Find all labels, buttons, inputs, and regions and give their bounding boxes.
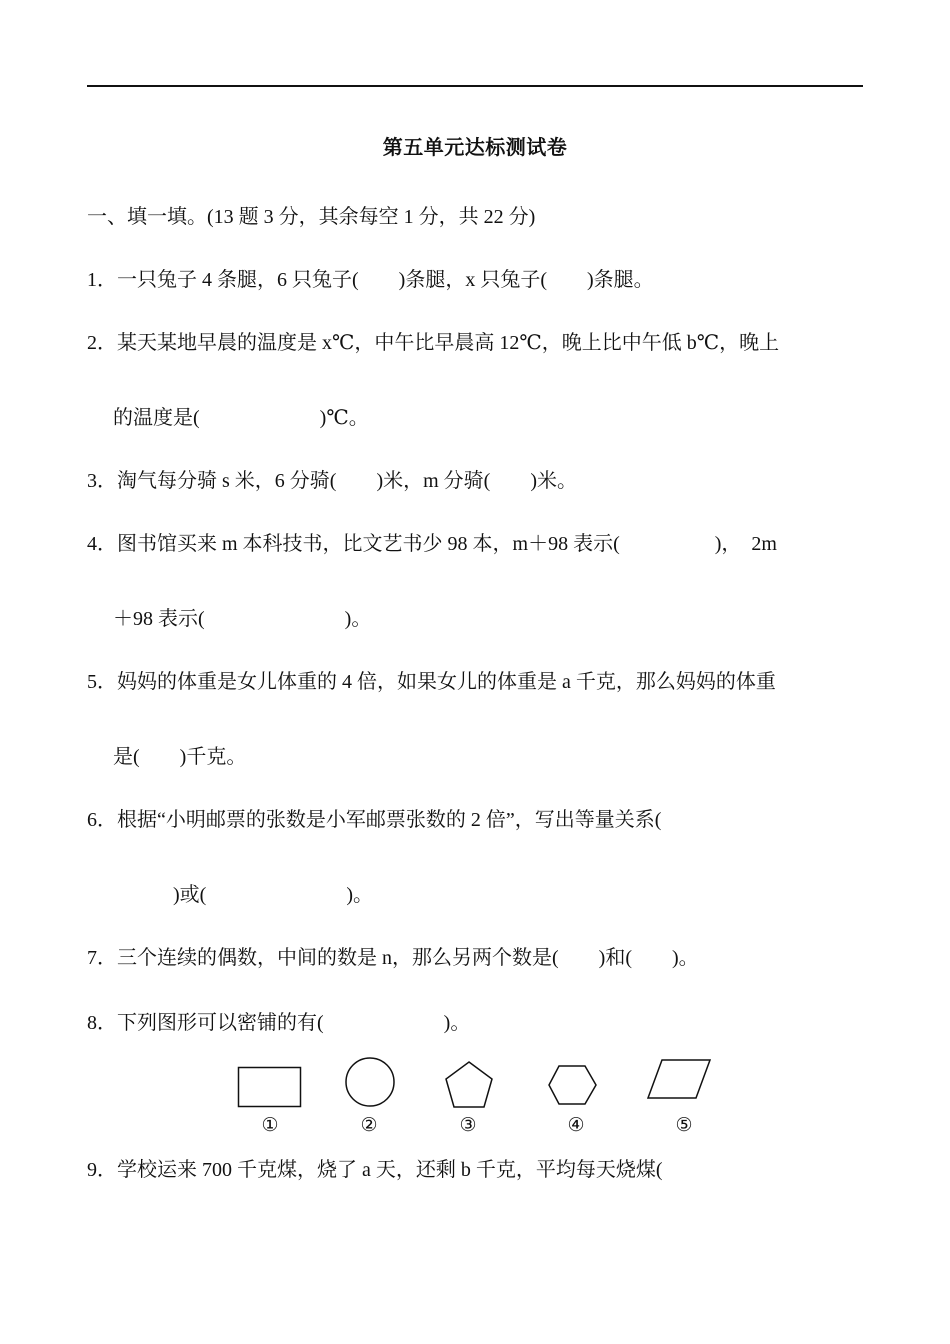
hexagon-icon xyxy=(547,1064,599,1106)
question-9: 9．学校运来 700 千克煤，烧了 a 天，还剩 b 千克，平均每天烧煤( xyxy=(87,1159,663,1181)
question-5: 5．妈妈的体重是女儿体重的 4 倍，如果女儿的体重是 a 千克，那么妈妈的体重 xyxy=(87,671,776,693)
header-rule xyxy=(87,85,863,87)
question-3: 3．淘气每分骑 s 米，6 分骑( )米，m 分骑( )米。 xyxy=(87,470,577,492)
shape-label-1: ① xyxy=(261,1115,279,1136)
shape-label-3: ③ xyxy=(459,1115,477,1136)
question-2: 2．某天某地早晨的温度是 x℃，中午比早晨高 12℃，晚上比中午低 b℃，晚上 xyxy=(87,332,780,354)
question-1: 1．一只兔子 4 条腿，6 只兔子( )条腿，x 只兔子( )条腿。 xyxy=(87,269,654,291)
question-4-cont: ＋98 表示( )。 xyxy=(113,608,372,630)
rectangle-icon xyxy=(237,1066,303,1110)
question-6-cont: )或( )。 xyxy=(113,884,373,906)
question-2-cont: 的温度是( )℃。 xyxy=(113,407,369,429)
parallelogram-icon xyxy=(646,1058,712,1100)
question-7: 7．三个连续的偶数，中间的数是 n，那么另两个数是( )和( )。 xyxy=(87,947,699,969)
shape-label-2: ② xyxy=(360,1115,378,1136)
shape-label-4: ④ xyxy=(567,1115,585,1136)
question-4: 4．图书馆买来 m 本科技书，比文艺书少 98 本，m＋98 表示( )， 2m xyxy=(87,533,777,555)
question-5-cont: 是( )千克。 xyxy=(113,746,247,768)
page-title: 第五单元达标测试卷 xyxy=(382,137,568,159)
section-heading: 一、填一填。(13 题 3 分，其余每空 1 分，共 22 分) xyxy=(87,206,536,228)
question-8: 8．下列图形可以密铺的有( )。 xyxy=(87,1012,471,1034)
shape-label-5: ⑤ xyxy=(675,1115,693,1136)
question-6: 6．根据“小明邮票的张数是小军邮票张数的 2 倍”，写出等量关系( xyxy=(87,809,662,831)
circle-icon xyxy=(343,1056,397,1108)
pentagon-icon xyxy=(443,1060,495,1110)
tessellation-shapes xyxy=(0,1050,950,1140)
